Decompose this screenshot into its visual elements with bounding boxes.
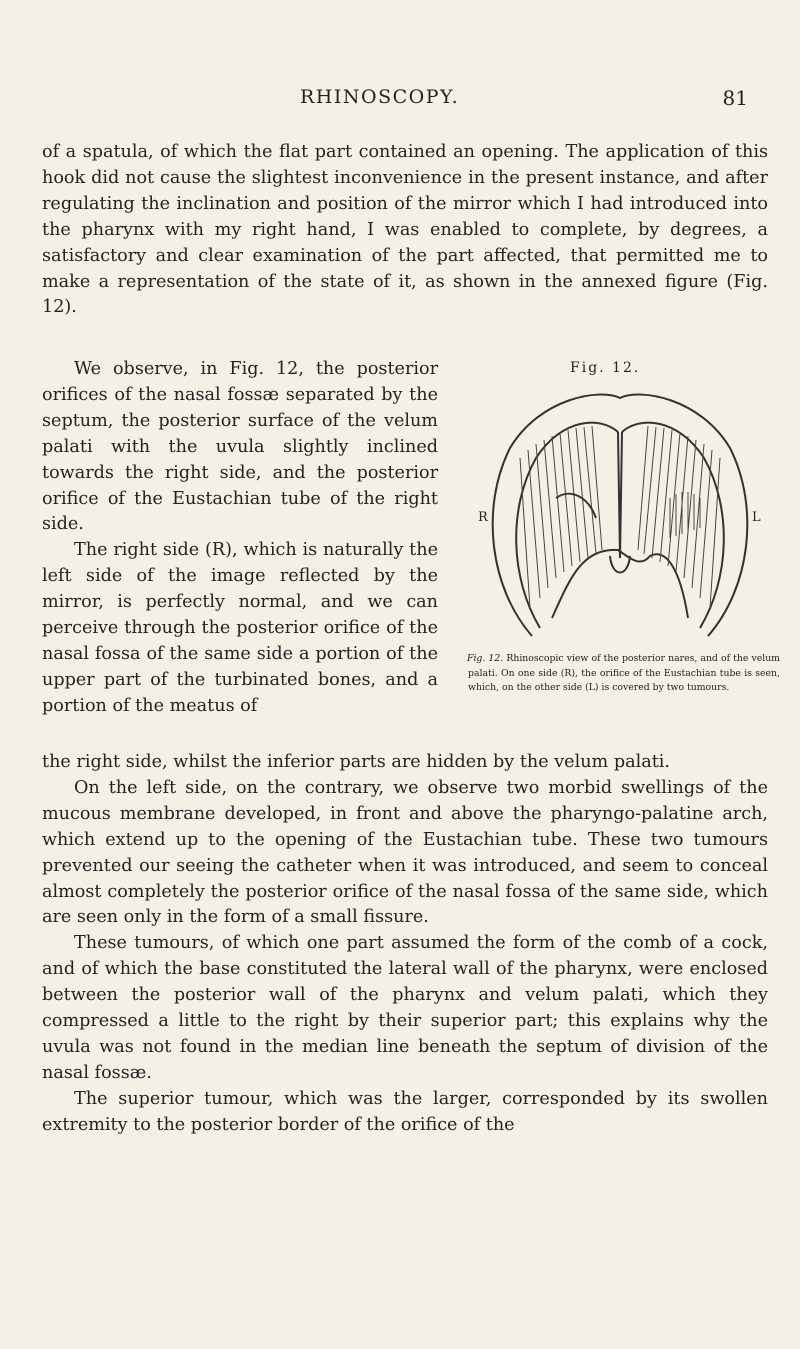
left-side-marker: L bbox=[752, 510, 761, 525]
paragraph: The right side (R), which is naturally the left side of the image reflected by the mirror, is perfectly normal, and we can perceive through the posterior orifice of the nasal fossa of the same side a portion of the upper part of the turbinated bones, and a portion of the meatus of bbox=[42, 540, 438, 716]
caption-text: Rhinoscopic view of the posterior nares, and of the velum palati. On one side (R), the orifice of the Eustachian tube is seen, which, on the other side (L) is covered by two tumours. bbox=[468, 653, 780, 693]
paragraph: These tumours, of which one part assumed the form of the comb of a cock, and of which the base constituted the lateral wall of the pharynx, were enclosed between the posterior wall of the pharynx and velum palati, which they compressed a little to the right by their superior part; this explains why the uvula was not found in the median line beneath the septum of division of the nasal fossæ. bbox=[42, 933, 768, 1083]
paragraph: We observe, in Fig. 12, the posterior orifices of the nasal fossæ separated by the septum, the posterior surface of the velum palati with the uvula slightly inclined towards the right side, and the posterior orifice of the Eustachian tube of the right side. bbox=[42, 359, 438, 535]
page-number: 81 bbox=[722, 86, 748, 110]
paragraph: On the left side, on the contrary, we observe two morbid swellings of the mucous membrane developed, in front and above the pharyngo-palatine arch, which extend up to the opening of the Eustachian tube. These two tumours prevented our seeing the catheter when it was introduced, and seem to conceal almost completely the posterior orifice of the nasal fossa of the same side, which are seen only in the form of a small fissure. bbox=[42, 777, 768, 928]
figure-caption bbox=[468, 652, 780, 696]
rhinoscopic-illustration bbox=[470, 378, 770, 668]
running-head: RHINOSCOPY. bbox=[300, 86, 460, 108]
caption-prefix: Fig. 12. bbox=[467, 653, 504, 664]
text-block-beside-figure bbox=[42, 357, 438, 720]
right-side-marker: R bbox=[478, 510, 488, 525]
text-block-bottom bbox=[42, 750, 768, 1139]
paragraph: The superior tumour, which was the larger, corresponded by its swollen extremity to the posterior border of the orifice of the bbox=[42, 1088, 768, 1135]
page-header bbox=[0, 86, 800, 116]
paragraph: of a spatula, of which the flat part contained an opening. The application of this hook did not cause the slightest inconvenience in the present instance, and after regulating the inclination and position of the mirror which I had introduced into the pharynx with my right hand, I was enabled to complete, by degrees, a satisfactory and clear examination of the part affected, that permitted me to make a representation of the state of it, as shown in the annexed figure (Fig. 12). bbox=[42, 142, 768, 318]
figure-label: Fig. 12. bbox=[570, 360, 641, 376]
paragraph: the right side, whilst the inferior parts are hidden by the velum palati. bbox=[42, 752, 670, 772]
figure-12 bbox=[470, 360, 770, 700]
text-block-top bbox=[42, 140, 768, 321]
